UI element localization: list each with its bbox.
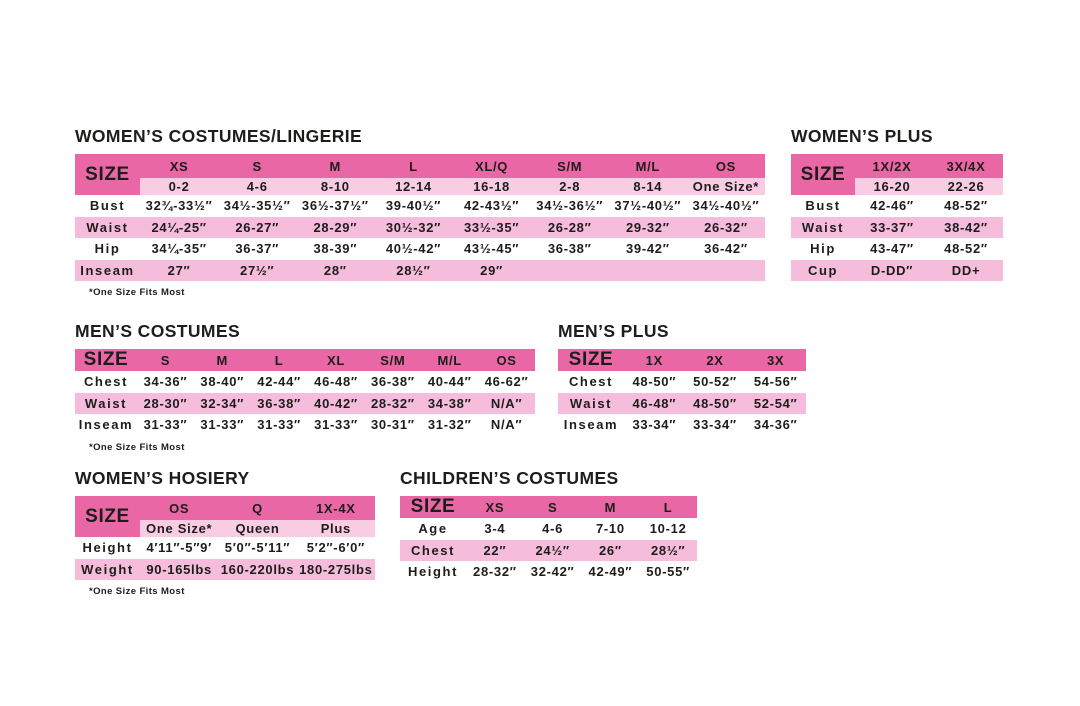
- row-label: Height: [82, 540, 133, 556]
- col-header: 2X: [685, 349, 746, 371]
- col-subheader: Plus: [297, 520, 375, 537]
- children-costumes-title: CHILDREN’S COSTUMES: [400, 468, 619, 488]
- col-header: 1X/2X: [855, 154, 929, 178]
- women-costumes-table: [75, 154, 765, 281]
- cell-value: 24¼-25″: [140, 217, 218, 239]
- cell-value: 33-37″: [855, 217, 929, 239]
- col-header: S/M: [531, 154, 609, 178]
- cell-value: 34½-36½″: [536, 198, 604, 214]
- cell-value: 10-12: [649, 521, 687, 537]
- cell-value: 42-46″: [870, 198, 914, 214]
- men-plus-section: [558, 322, 806, 436]
- cell-value: 48-50″: [685, 393, 746, 415]
- cell-value: 38-39″: [313, 241, 358, 257]
- col-header: 1X: [624, 349, 685, 371]
- cell-value: [687, 260, 765, 282]
- col-header: M/L: [421, 349, 478, 371]
- cell-value: 31-33″: [314, 417, 358, 433]
- cell-value: 40½-42″: [385, 241, 442, 257]
- col-header: S: [137, 349, 194, 371]
- row-label: Height: [407, 564, 459, 580]
- cell-value: 28-32″: [364, 393, 421, 415]
- col-header: M: [582, 496, 640, 518]
- cell-value: 27″: [140, 260, 218, 282]
- col-header: XL/Q: [453, 154, 531, 178]
- cell-value: 90-165lbs: [140, 559, 218, 581]
- cell-value: [609, 260, 687, 282]
- cell-value: 22″: [466, 540, 524, 562]
- children-costumes-table: [400, 496, 697, 583]
- cell-value: 50-52″: [693, 374, 737, 390]
- one-size-footnote: *One Size Fits Most: [89, 441, 185, 453]
- size-header-cell: SIZE: [558, 349, 624, 371]
- cell-value: 36-38″: [251, 393, 308, 415]
- col-header: M: [296, 154, 374, 178]
- cell-value: 34-36″: [143, 374, 188, 390]
- cell-value: 46-62″: [484, 374, 529, 390]
- col-header: L: [374, 154, 452, 178]
- row-label: Chest: [83, 374, 129, 390]
- cell-value: 32¾-33½″: [145, 198, 213, 214]
- col-subheader: 16-18: [453, 178, 531, 195]
- cell-value: 34½-35½″: [223, 198, 291, 214]
- men-plus-table: [558, 349, 806, 436]
- cell-value: 4′11″-5″9′: [146, 540, 212, 556]
- row-label: Cup: [791, 260, 855, 282]
- cell-value: 42-43½″: [463, 198, 520, 214]
- size-header-cell: SIZE: [75, 496, 140, 537]
- col-subheader: 4-6: [218, 178, 296, 195]
- cell-value: 4-6: [542, 521, 564, 537]
- col-header: S: [524, 496, 582, 518]
- cell-value: 29″: [453, 260, 531, 282]
- cell-value: 54-56″: [753, 374, 798, 390]
- cell-value: 28½″: [639, 540, 697, 562]
- col-header: XL: [308, 349, 365, 371]
- women-plus-table: [791, 154, 1003, 281]
- col-header: OS: [687, 154, 765, 178]
- cell-value: 52-54″: [745, 393, 806, 415]
- col-header: M/L: [609, 154, 687, 178]
- cell-value: 28½″: [374, 260, 452, 282]
- col-subheader: One Size*: [140, 520, 218, 537]
- row-label: Chest: [400, 540, 466, 562]
- cell-value: 26″: [582, 540, 640, 562]
- cell-value: 36-42″: [704, 241, 748, 257]
- cell-value: 30-31″: [371, 417, 415, 433]
- cell-value: 3-4: [484, 521, 506, 537]
- row-label: Inseam: [75, 260, 140, 282]
- row-label: Waist: [791, 217, 855, 239]
- col-header: XS: [466, 496, 524, 518]
- row-label: Hip: [810, 241, 836, 257]
- cell-value: 34¼-35″: [151, 241, 207, 257]
- cell-value: 37½-40½″: [614, 198, 682, 214]
- col-header: 1X-4X: [297, 496, 375, 520]
- cell-value: 39-42″: [625, 241, 670, 257]
- col-subheader: 16-20: [855, 178, 929, 195]
- cell-value: 36-38″: [547, 241, 592, 257]
- col-header: Q: [218, 496, 296, 520]
- row-label: Age: [418, 521, 448, 537]
- cell-value: 38-42″: [929, 217, 1003, 239]
- cell-value: 38-40″: [200, 374, 245, 390]
- cell-value: 160-220lbs: [218, 559, 296, 581]
- cell-value: 42-44″: [257, 374, 301, 390]
- men-plus-title: MEN’S PLUS: [558, 321, 669, 341]
- size-header-cell: SIZE: [400, 496, 466, 518]
- cell-value: 26-28″: [531, 217, 609, 239]
- col-header: L: [639, 496, 697, 518]
- col-subheader: Queen: [218, 520, 296, 537]
- cell-value: 28-30″: [137, 393, 194, 415]
- cell-value: 40-42″: [308, 393, 365, 415]
- cell-value: 48-50″: [632, 374, 677, 390]
- cell-value: 36-38″: [371, 374, 415, 390]
- cell-value: DD+: [929, 260, 1003, 282]
- men-costumes-title: MEN’S COSTUMES: [75, 321, 241, 341]
- women-hosiery-title: WOMEN’S HOSIERY: [75, 468, 250, 488]
- cell-value: 40-44″: [427, 374, 472, 390]
- cell-value: 31-33″: [200, 417, 245, 433]
- cell-value: 48-52″: [944, 241, 988, 257]
- cell-value: 31-32″: [427, 417, 472, 433]
- row-label: Inseam: [78, 417, 134, 433]
- cell-value: [531, 260, 609, 282]
- women-plus-section: [791, 127, 1003, 281]
- women-costumes-title: WOMEN’S COSTUMES/LINGERIE: [75, 126, 363, 146]
- col-header: OS: [478, 349, 535, 371]
- cell-value: 27½″: [218, 260, 296, 282]
- cell-value: 34-36″: [753, 417, 798, 433]
- one-size-footnote: *One Size Fits Most: [89, 287, 185, 298]
- cell-value: 32-42″: [530, 564, 575, 580]
- cell-value: 32-34″: [194, 393, 251, 415]
- row-label: Hip: [94, 241, 121, 257]
- row-label: Chest: [568, 374, 614, 390]
- row-label: Bust: [805, 198, 841, 214]
- cell-value: D-DD″: [855, 260, 929, 282]
- cell-value: 28-29″: [296, 217, 374, 239]
- row-label: Inseam: [563, 417, 619, 433]
- children-costumes-section: [400, 469, 697, 583]
- cell-value: 42-49″: [588, 564, 633, 580]
- col-subheader: 0-2: [140, 178, 218, 195]
- women-costumes-section: [75, 127, 765, 298]
- cell-value: 39-40½″: [385, 198, 442, 214]
- col-header: L: [251, 349, 308, 371]
- cell-value: 34-38″: [421, 393, 478, 415]
- size-header-cell: SIZE: [791, 154, 855, 195]
- cell-value: 50-55″: [646, 564, 690, 580]
- row-label: Waist: [75, 393, 137, 415]
- men-costumes-section: [75, 322, 535, 453]
- row-label: Weight: [75, 559, 140, 581]
- cell-value: 43½-45″: [463, 241, 520, 257]
- cell-value: 36½-37½″: [301, 198, 369, 214]
- cell-value: 24½″: [524, 540, 582, 562]
- size-header-cell: SIZE: [75, 349, 137, 371]
- col-header: S: [218, 154, 296, 178]
- cell-value: 46-48″: [314, 374, 358, 390]
- cell-value: 33-34″: [632, 417, 677, 433]
- col-subheader: 12-14: [374, 178, 452, 195]
- cell-value: 5′2″-6′0″: [306, 540, 365, 556]
- cell-value: N/A″: [490, 417, 523, 433]
- col-subheader: 2-8: [531, 178, 609, 195]
- cell-value: 31-33″: [257, 417, 301, 433]
- cell-value: 26-27″: [218, 217, 296, 239]
- col-subheader: One Size*: [687, 178, 765, 195]
- women-plus-title: WOMEN’S PLUS: [791, 126, 933, 146]
- col-header: OS: [140, 496, 218, 520]
- cell-value: 28-32″: [473, 564, 517, 580]
- one-size-footnote: *One Size Fits Most: [89, 586, 185, 597]
- cell-value: 34½-40½″: [692, 198, 760, 214]
- row-label: Waist: [558, 393, 624, 415]
- col-header: 3X/4X: [929, 154, 1003, 178]
- women-hosiery-section: [75, 469, 375, 597]
- col-header: S/M: [364, 349, 421, 371]
- col-header: M: [194, 349, 251, 371]
- cell-value: 7-10: [595, 521, 625, 537]
- cell-value: 48-52″: [944, 198, 988, 214]
- col-header: XS: [140, 154, 218, 178]
- cell-value: 29-32″: [609, 217, 687, 239]
- cell-value: 46-48″: [624, 393, 685, 415]
- col-subheader: 22-26: [929, 178, 1003, 195]
- cell-value: 30½-32″: [374, 217, 452, 239]
- cell-value: 26-32″: [687, 217, 765, 239]
- cell-value: N/A″: [478, 393, 535, 415]
- cell-value: 28″: [296, 260, 374, 282]
- cell-value: 31-33″: [143, 417, 188, 433]
- size-header-cell: SIZE: [75, 154, 140, 195]
- cell-value: 33½-35″: [453, 217, 531, 239]
- cell-value: 33-34″: [693, 417, 737, 433]
- col-header: 3X: [745, 349, 806, 371]
- cell-value: 5′0″-5′11″: [224, 540, 291, 556]
- cell-value: 180-275lbs: [297, 559, 375, 581]
- row-label: Bust: [89, 198, 126, 214]
- row-label: Waist: [75, 217, 140, 239]
- cell-value: 36-37″: [235, 241, 280, 257]
- col-subheader: 8-10: [296, 178, 374, 195]
- women-hosiery-table: [75, 496, 375, 580]
- col-subheader: 8-14: [609, 178, 687, 195]
- cell-value: 43-47″: [870, 241, 914, 257]
- men-costumes-table: [75, 349, 535, 436]
